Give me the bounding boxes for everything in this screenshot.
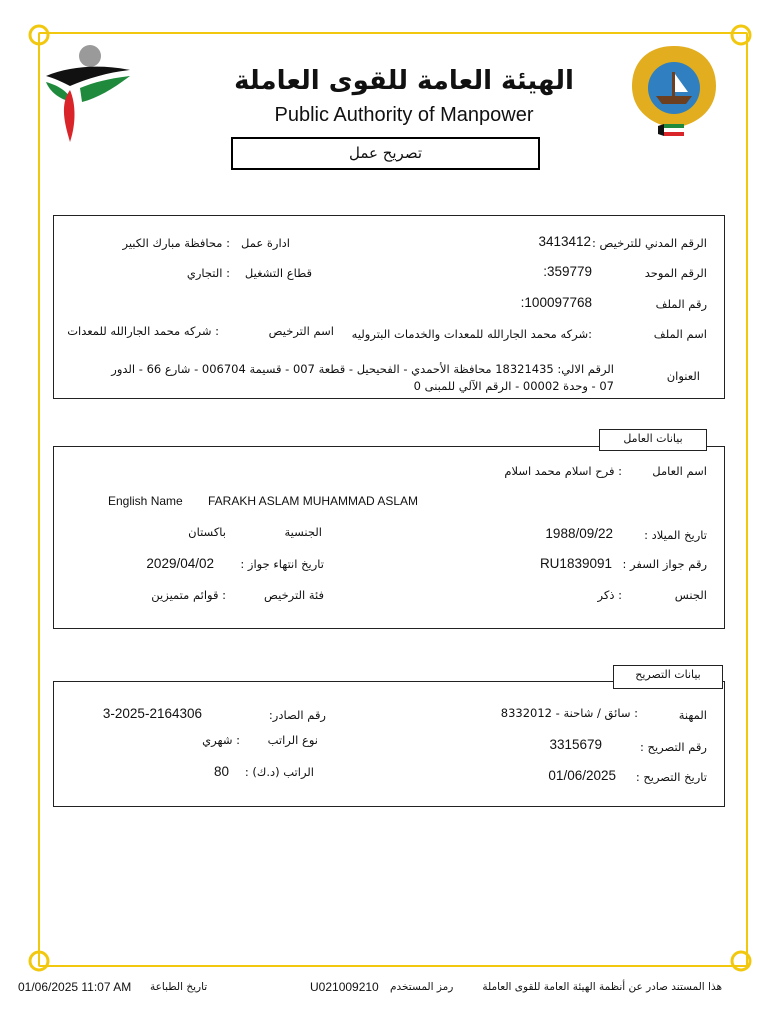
file-name-value: :شركه محمد الجارالله للمعدات والخدمات البتروليه	[351, 327, 592, 341]
authority-title-arabic: الهيئة العامة للقوى العاملة	[234, 66, 574, 96]
corner-ornament-icon	[726, 20, 756, 50]
passport-label: رقم جواز السفر :	[622, 557, 707, 571]
user-code-label: رمز المستخدم	[390, 981, 454, 993]
file-name-label: اسم الملف	[653, 327, 707, 341]
license-name-label: اسم الترخيص	[268, 324, 334, 338]
permit-info-box	[53, 681, 725, 807]
corner-ornament-icon	[726, 946, 756, 976]
nationality-label: الجنسية	[284, 525, 322, 539]
salary-value: 80	[213, 764, 229, 779]
occupation-label: المهنة	[678, 708, 707, 722]
file-no-value: :100097768	[520, 295, 592, 310]
address-label: العنوان	[666, 369, 700, 383]
work-dept-label: ادارة عمل	[241, 236, 290, 250]
occupation-value: : سائق / شاحنة - 8332012	[500, 706, 638, 720]
passport-expiry-value: 2029/04/02	[146, 556, 214, 571]
unified-no-value: :359779	[543, 264, 592, 279]
print-date-label: تاريخ الطباعة	[150, 981, 208, 993]
permit-date-label: تاريخ التصريح :	[635, 770, 707, 784]
civil-id-value: 3413412	[538, 234, 591, 249]
address-line-1: الرقم الالي: 18321435 محافظة الأحمدي - الفحيحيل - قطعة 007 - قسيمة 006704 - شارع 66 - الدور	[111, 362, 614, 376]
salary-type-value: : شهري	[202, 733, 240, 747]
sector-value: : التجاري	[186, 266, 230, 280]
permit-no-value: 3315679	[549, 737, 602, 752]
passport-value: RU1839091	[539, 556, 612, 571]
footer-disclaimer: هذا المستند صادر عن أنظمة الهيئة العامة للقوى العاملة	[482, 981, 722, 993]
worker-name-label: اسم العامل	[652, 464, 707, 478]
worker-name-value: : فرح اسلام محمد اسلام	[504, 464, 622, 478]
print-date-value: 01/06/2025 11:07 AM	[18, 980, 132, 994]
salary-label: الراتب (د.ك) :	[244, 765, 314, 779]
sector-label: قطاع التشغيل	[244, 266, 312, 280]
address-line-2: 07 - وحدة 00002 - الرقم الآلي للمبنى 0	[413, 379, 614, 393]
gender-label: الجنس	[674, 588, 707, 602]
file-no-label: رقم الملف	[655, 297, 707, 311]
corner-ornament-icon	[24, 946, 54, 976]
license-category-label: فئة الترخيص	[264, 588, 324, 602]
permit-date-value: 01/06/2025	[548, 768, 616, 783]
worker-section-title: بيانات العامل	[599, 429, 707, 451]
license-category-value: : قوائم متميزين	[151, 588, 226, 602]
permit-no-label: رقم التصريح :	[639, 740, 707, 754]
authority-title-english: Public Authority of Manpower	[274, 104, 534, 126]
english-name-value: FARAKH ASLAM MUHAMMAD ASLAM	[208, 494, 419, 508]
passport-expiry-label: تاريخ انتهاء جواز :	[240, 557, 324, 571]
permit-section-title: بيانات التصريح	[613, 665, 723, 689]
work-dept-value: : محافظة مبارك الكبير	[122, 236, 230, 250]
issue-no-value: 3-2025-2164306	[102, 706, 202, 721]
issue-no-label: رقم الصادر:	[268, 708, 326, 722]
gender-value: : ذكر	[597, 588, 622, 602]
civil-id-label: الرقم المدني للترخيص :	[592, 236, 707, 250]
license-name-value: : شركه محمد الجارالله للمعدات	[67, 324, 219, 338]
salary-type-label: نوع الراتب	[267, 733, 318, 747]
document-title: تصريح عمل	[231, 137, 540, 170]
user-code-value: U021009210	[310, 980, 379, 994]
english-name-label: English Name	[108, 494, 183, 508]
dob-value: 1988/09/22	[545, 526, 613, 541]
nationality-value: باكستان	[188, 525, 226, 539]
dob-label: تاريخ الميلاد :	[644, 528, 707, 542]
unified-no-label: الرقم الموحد	[644, 266, 707, 280]
